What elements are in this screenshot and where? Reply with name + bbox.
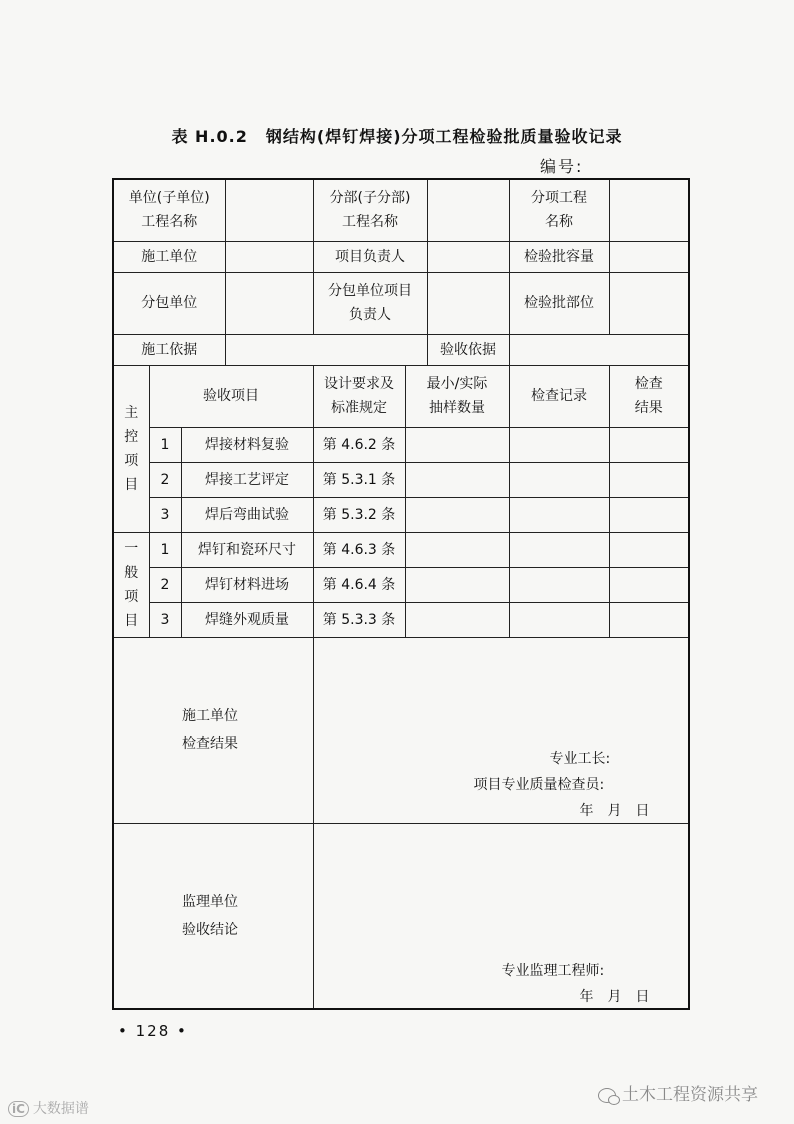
watermark-right: [598, 1080, 758, 1105]
supervision-date-label: 年 月 日: [579, 988, 650, 1005]
division-project-name-label: 分部(子分部) 工程名称: [313, 179, 427, 241]
item-sample-value[interactable]: [405, 427, 509, 462]
inspection-record-table: [112, 178, 690, 1010]
general-items-label: 一 般 项 目: [113, 532, 149, 637]
item-sample-value[interactable]: [405, 567, 509, 602]
subcontract-unit-label: 分包单位: [113, 272, 225, 334]
batch-location-value[interactable]: [609, 272, 689, 334]
table-row: [113, 567, 689, 602]
info-row-4: [113, 334, 689, 365]
item-sample-value[interactable]: [405, 462, 509, 497]
item-result-value[interactable]: [609, 532, 689, 567]
item-number: 1: [149, 532, 181, 567]
item-result-value[interactable]: [609, 567, 689, 602]
batch-capacity-label: 检验批容量: [509, 241, 609, 272]
watermark-left-text: 大数据谱: [32, 1101, 89, 1117]
construction-basis-label: 施工依据: [113, 334, 225, 365]
division-project-name-value[interactable]: [427, 179, 509, 241]
item-name: 焊钉材料进场: [181, 567, 313, 602]
watermark-left: [8, 1098, 89, 1118]
acceptance-basis-label: 验收依据: [427, 334, 509, 365]
table-number: 表 H.0.2: [171, 127, 248, 146]
column-header-row: [113, 365, 689, 427]
batch-capacity-value[interactable]: [609, 241, 689, 272]
item-name: 焊接材料复验: [181, 427, 313, 462]
item-clause: 第 4.6.3 条: [313, 532, 405, 567]
item-result-value[interactable]: [609, 497, 689, 532]
watermark-logo-icon: iC: [8, 1101, 29, 1117]
unit-project-name-label: 单位(子单位) 工程名称: [113, 179, 225, 241]
construction-date-label: 年 月 日: [579, 802, 650, 819]
subcontract-leader-label: 分包单位项目 负责人: [313, 272, 427, 334]
item-record-value[interactable]: [509, 532, 609, 567]
item-name: 焊后弯曲试验: [181, 497, 313, 532]
construction-basis-value[interactable]: [225, 334, 427, 365]
subitem-project-name-value[interactable]: [609, 179, 689, 241]
page-title: [0, 124, 794, 147]
table-row: [113, 497, 689, 532]
item-record-value[interactable]: [509, 497, 609, 532]
unit-project-name-value[interactable]: [225, 179, 313, 241]
page-number: • 128 •: [118, 1022, 188, 1040]
item-result-value[interactable]: [609, 462, 689, 497]
wechat-icon: [598, 1088, 616, 1103]
item-clause: 第 5.3.1 条: [313, 462, 405, 497]
item-number: 1: [149, 427, 181, 462]
item-name: 焊缝外观质量: [181, 602, 313, 637]
watermark-right-text: 土木工程资源共享: [622, 1085, 758, 1105]
item-sample-value[interactable]: [405, 497, 509, 532]
quality-inspector-label: 项目专业质量检查员:: [473, 776, 605, 793]
item-clause: 第 4.6.4 条: [313, 567, 405, 602]
construction-check-signature-area[interactable]: [313, 637, 689, 823]
main-control-items-label: 主 控 项 目: [113, 365, 149, 532]
item-number: 3: [149, 602, 181, 637]
item-result-value[interactable]: [609, 427, 689, 462]
table-row: [113, 427, 689, 462]
item-clause: 第 5.3.3 条: [313, 602, 405, 637]
item-record-value[interactable]: [509, 602, 609, 637]
construction-check-label: 施工单位 检查结果: [113, 637, 313, 823]
item-sample-value[interactable]: [405, 602, 509, 637]
table-row: [113, 532, 689, 567]
info-row-2: [113, 241, 689, 272]
item-number: 2: [149, 462, 181, 497]
column-inspection-record: 检查记录: [509, 365, 609, 427]
construction-unit-label: 施工单位: [113, 241, 225, 272]
item-name: 焊钉和瓷环尺寸: [181, 532, 313, 567]
supervising-engineer-label: 专业监理工程师:: [501, 962, 605, 979]
subcontract-leader-value[interactable]: [427, 272, 509, 334]
subcontract-unit-value[interactable]: [225, 272, 313, 334]
batch-location-label: 检验批部位: [509, 272, 609, 334]
acceptance-basis-value[interactable]: [509, 334, 689, 365]
supervision-signature-area[interactable]: [313, 823, 689, 1009]
column-inspection-result: 检查 结果: [609, 365, 689, 427]
item-name: 焊接工艺评定: [181, 462, 313, 497]
subitem-project-name-label: 分项工程 名称: [509, 179, 609, 241]
supervision-row: [113, 823, 689, 1009]
item-number: 3: [149, 497, 181, 532]
column-design-requirement: 设计要求及 标准规定: [313, 365, 405, 427]
item-record-value[interactable]: [509, 427, 609, 462]
table-row: [113, 462, 689, 497]
column-sample-quantity: 最小/实际 抽样数量: [405, 365, 509, 427]
construction-unit-value[interactable]: [225, 241, 313, 272]
table-title: 钢结构(焊钉焊接)分项工程检验批质量验收记录: [265, 127, 623, 146]
project-leader-label: 项目负责人: [313, 241, 427, 272]
item-result-value[interactable]: [609, 602, 689, 637]
supervision-label: 监理单位 验收结论: [113, 823, 313, 1009]
column-acceptance-item: 验收项目: [149, 365, 313, 427]
item-number: 2: [149, 567, 181, 602]
item-sample-value[interactable]: [405, 532, 509, 567]
info-row-3: [113, 272, 689, 334]
item-record-value[interactable]: [509, 462, 609, 497]
foreman-label: 专业工长:: [549, 750, 611, 767]
project-leader-value[interactable]: [427, 241, 509, 272]
serial-number-label: 编号:: [540, 157, 584, 176]
table-row: [113, 602, 689, 637]
item-clause: 第 4.6.2 条: [313, 427, 405, 462]
item-clause: 第 5.3.2 条: [313, 497, 405, 532]
item-record-value[interactable]: [509, 567, 609, 602]
info-row-1: [113, 179, 689, 241]
construction-check-row: [113, 637, 689, 823]
